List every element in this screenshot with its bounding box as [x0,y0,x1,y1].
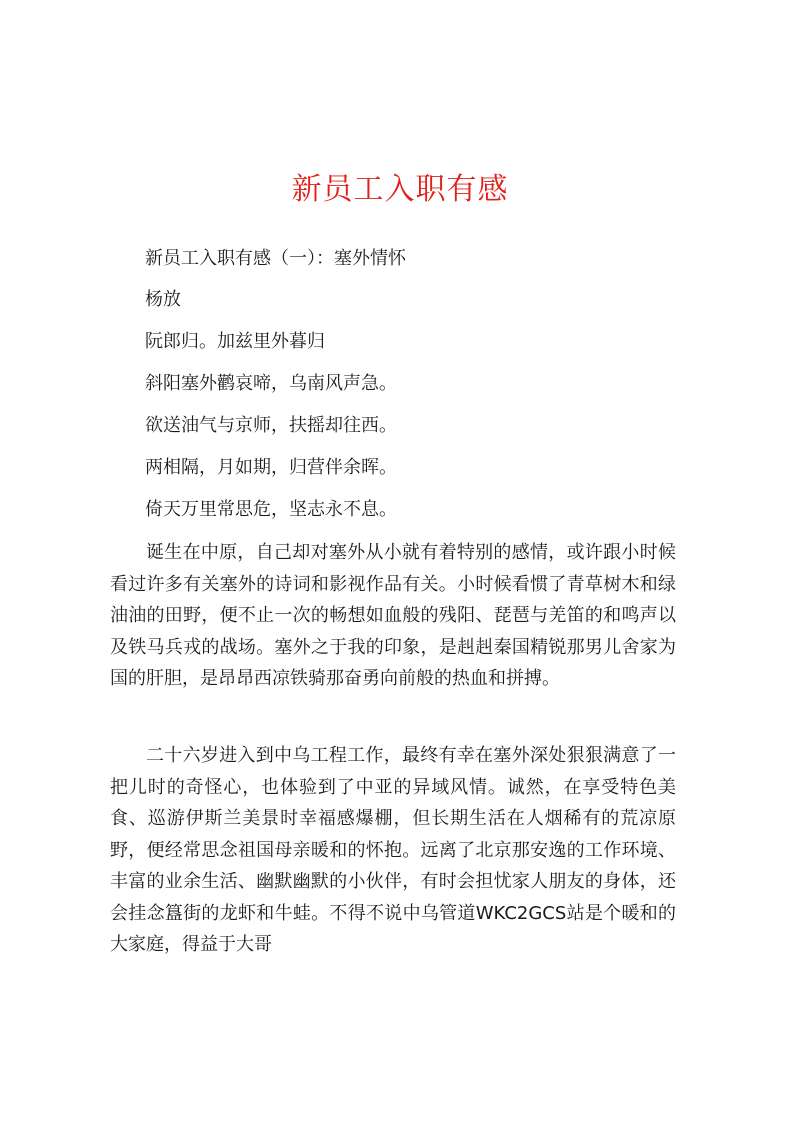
document-title: 新员工入职有感 [291,172,509,207]
poem-line: 倚天万里常思危，坚志永不息。 [145,499,397,520]
body-paragraph: 诞生在中原，自己却对塞外从小就有着特别的感情，或许跟小时候看过许多有关塞外的诗词和影视作品有关。小时候看惯了青草树木和绿油油的田野，便不止一次的畅想如血般的残阳、琵琶与羌笛的和鸣声以及铁马兵戎的战场。塞外之于我的印象，是赳赳秦国精锐那男儿舍家为国的肝胆，是昂昂西凉铁骑那奋勇向前般的热血和拼搏。 [110,542,676,689]
poem-line: 斜阳塞外鹳哀啼，乌南风声急。 [145,373,397,394]
poem-title-line: 阮郎归。加兹里外暮归 [145,331,325,352]
subtitle-line: 新员工入职有感（一）：塞外情怀 [145,248,406,269]
author-line: 杨放 [145,289,181,310]
poem-line: 两相隔，月如期，归营伴余晖。 [145,457,397,478]
body-paragraph: 二十六岁进入到中乌工程工作，最终有幸在塞外深处狠狠满意了一把儿时的奇怪心，也体验到了中亚的异域风情。诚然，在享受特色美食、巡游伊斯兰美景时幸福感爆棚，但长期生活在人烟稀有的荒凉原野，便经常思念祖国母亲暖和的怀抱。远离了北京那安逸的工作环境、丰富的业余生活、幽默幽默的小伙伴，有时会担忧家人朋友的身体，还会挂念簋街的龙虾和牛蛙。不得不说中乌管道WKC2GCS站是个暖和的大家庭，得益于大哥 [110,745,676,955]
poem-line: 欲送油气与京师，扶摇却往西。 [145,415,397,436]
